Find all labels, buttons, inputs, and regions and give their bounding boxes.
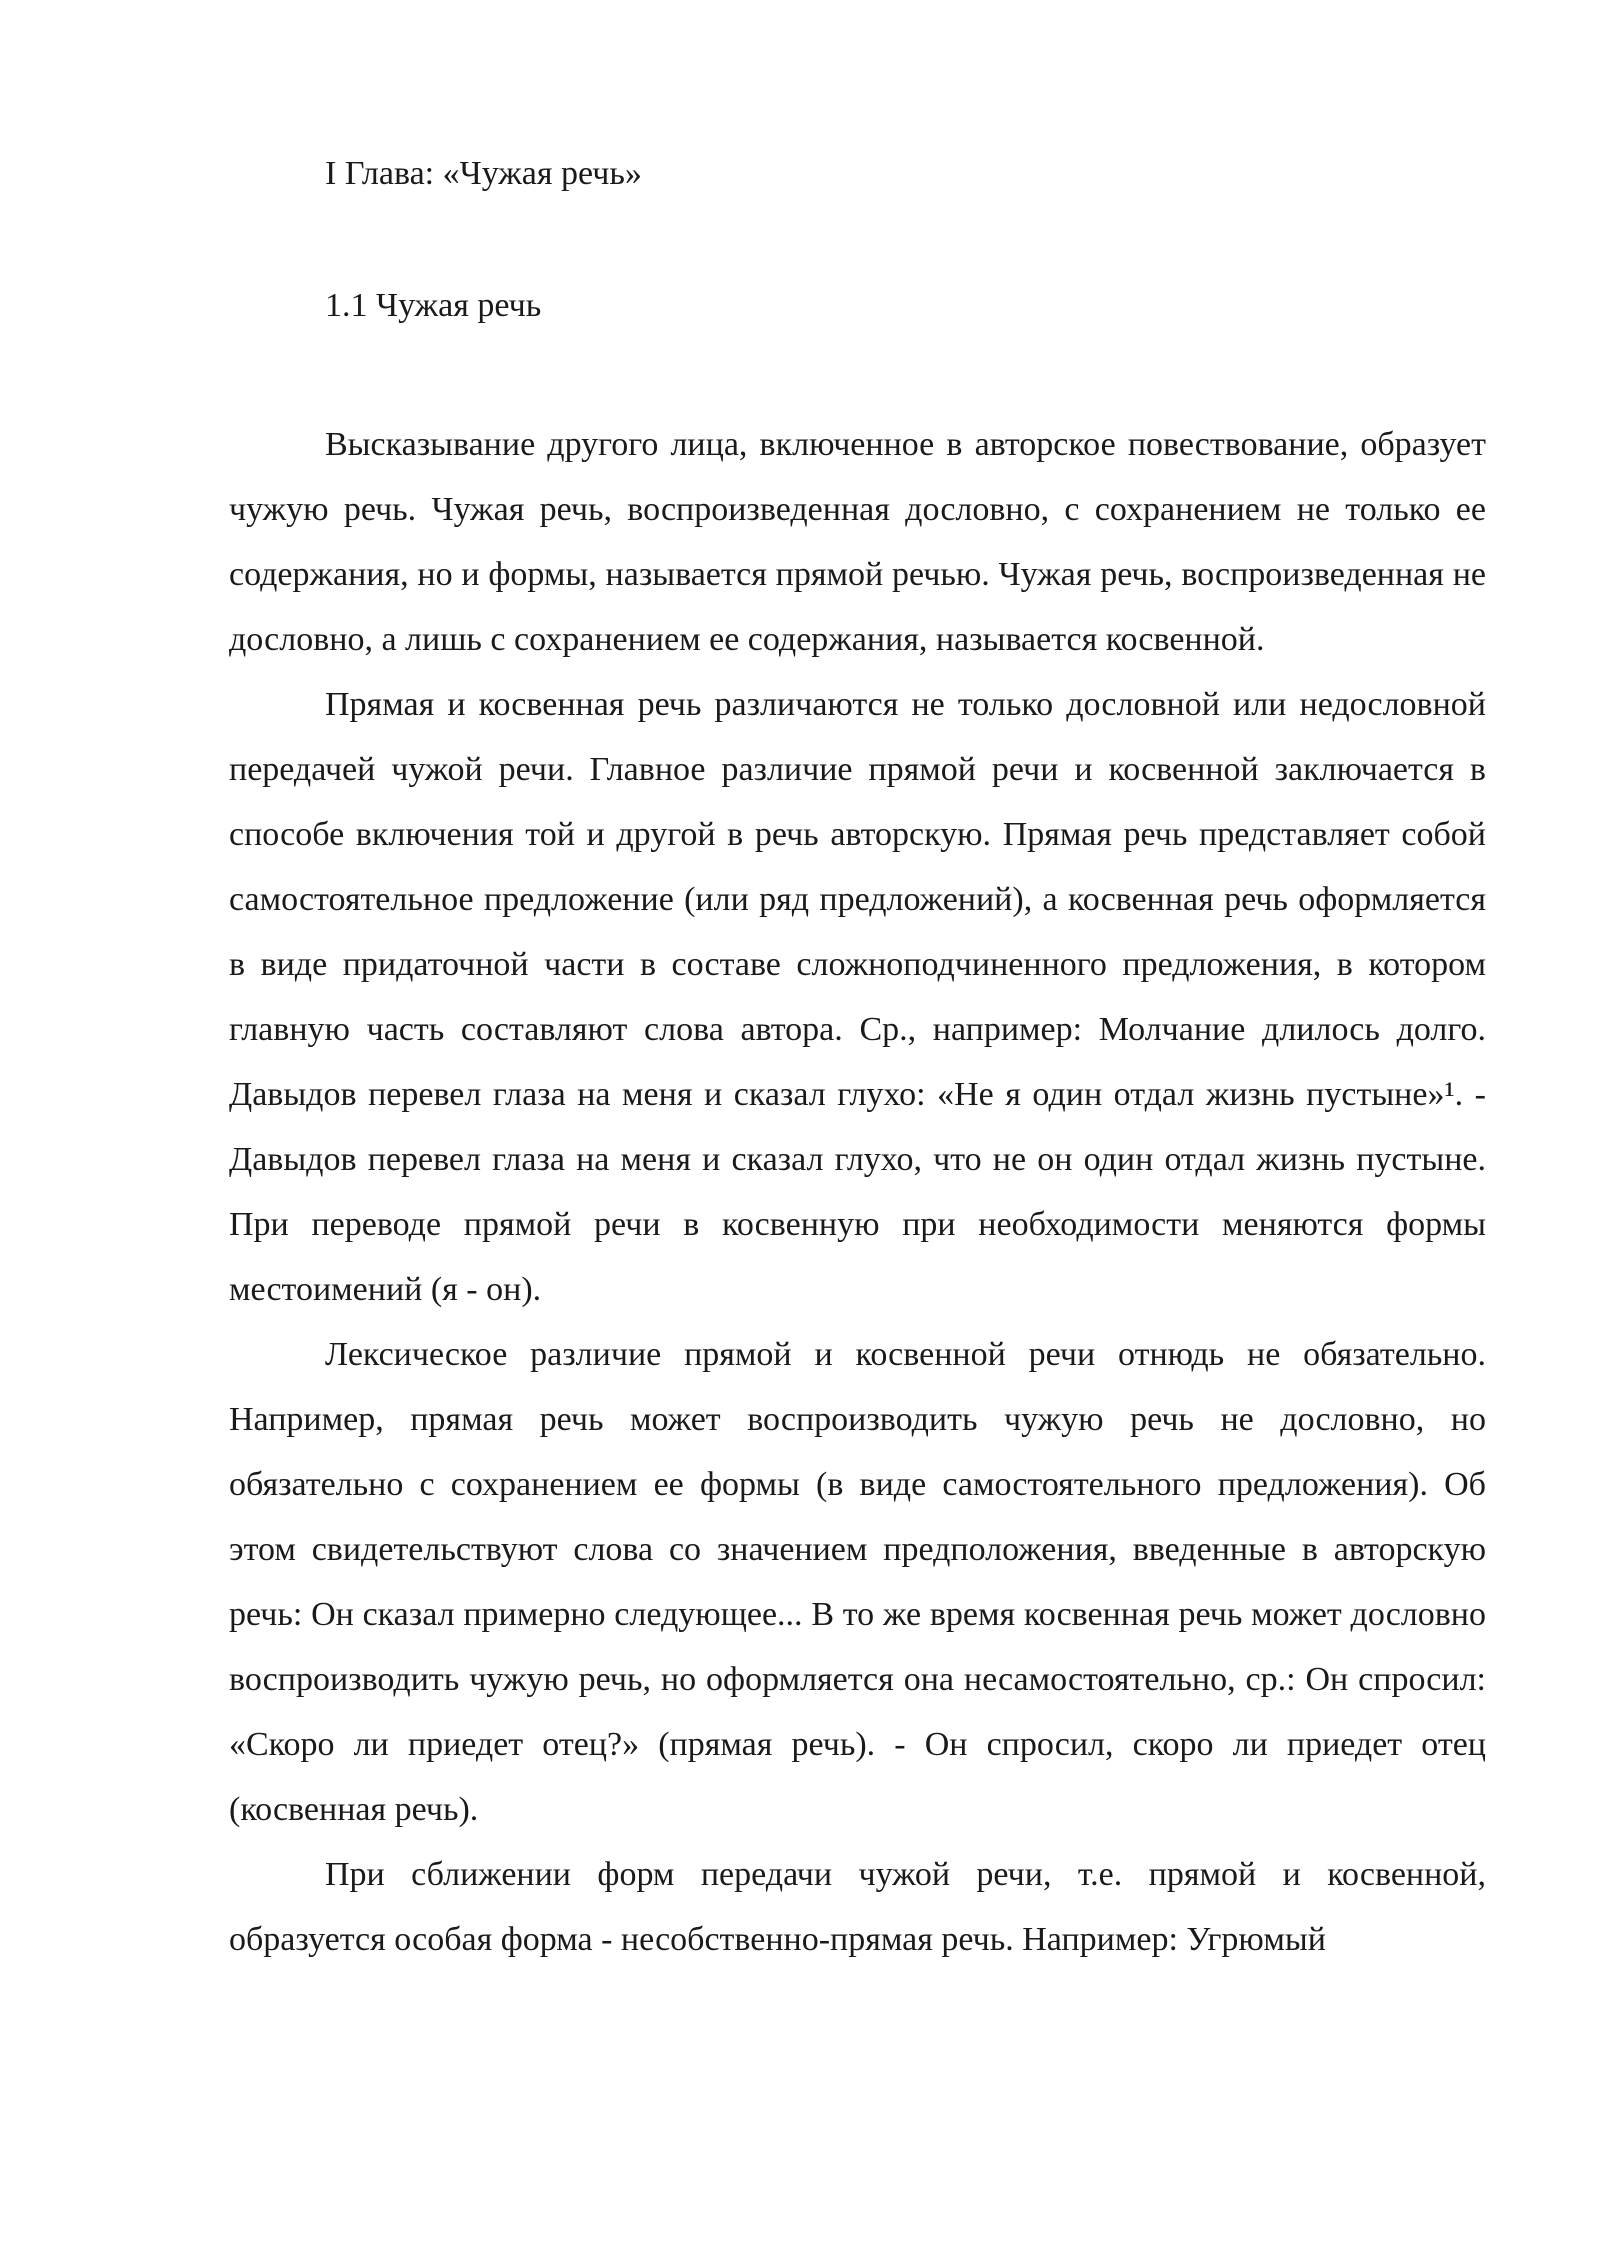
body-text <box>229 412 1486 1972</box>
document-page <box>229 0 1486 2262</box>
paragraph-1: Высказывание другого лица, включенное в авторское повествование, образует чужую речь. Чужая речь, воспроизведенная дословно, с сохранением не только ее содержания, но и формы, называется прямой речью. Чужая речь, воспроизведенная не дословно, а лишь с сохранением ее содержания, называется косвенной. <box>229 426 1486 658</box>
section-title: 1.1 Чужая речь <box>325 287 542 324</box>
paragraph-3: Лексическое различие прямой и косвенной речи отнюдь не обязательно. Например, прямая речь может воспроизводить чужую речь не дословно, но обязательно с сохранением ее формы (в виде самостоятельного предложения). Об этом свидетельствуют слова со значением предположения, введенные в авторскую речь: Он сказал примерно следующее... В то же время косвенная речь может дословно воспроизводить чужую речь, но оформляется она несамостоятельно, ср.: Он спросил: «Скоро ли приедет отец?» (прямая речь). - Он спросил, скоро ли приедет отец (косвенная речь). <box>229 1336 1486 1828</box>
chapter-title: I Глава: «Чужая речь» <box>325 155 642 192</box>
paragraph-2: Прямая и косвенная речь различаются не только дословной или недословной передачей чужой речи. Главное различие прямой речи и косвенной заключается в способе включения той и другой в речь авторскую. Прямая речь представляет собой самостоятельное предложение (или ряд предложений), а косвенная речь оформляется в виде придаточной части в составе сложноподчиненного предложения, в котором главную часть составляют слова автора. Ср., например: Молчание длилось долго. Давыдов перевел глаза на меня и сказал глухо: «Не я один отдал жизнь пустыне»¹. - Давыдов перевел глаза на меня и сказал глухо, что не он один отдал жизнь пустыне. При переводе прямой речи в косвенную при необходимости меняются формы местоимений (я - он). <box>229 686 1486 1308</box>
paragraph-4: При сближении форм передачи чужой речи, т.е. прямой и косвенной, образуется особая форма - несобственно-прямая речь. Например: Угрюмый <box>229 1856 1486 1958</box>
